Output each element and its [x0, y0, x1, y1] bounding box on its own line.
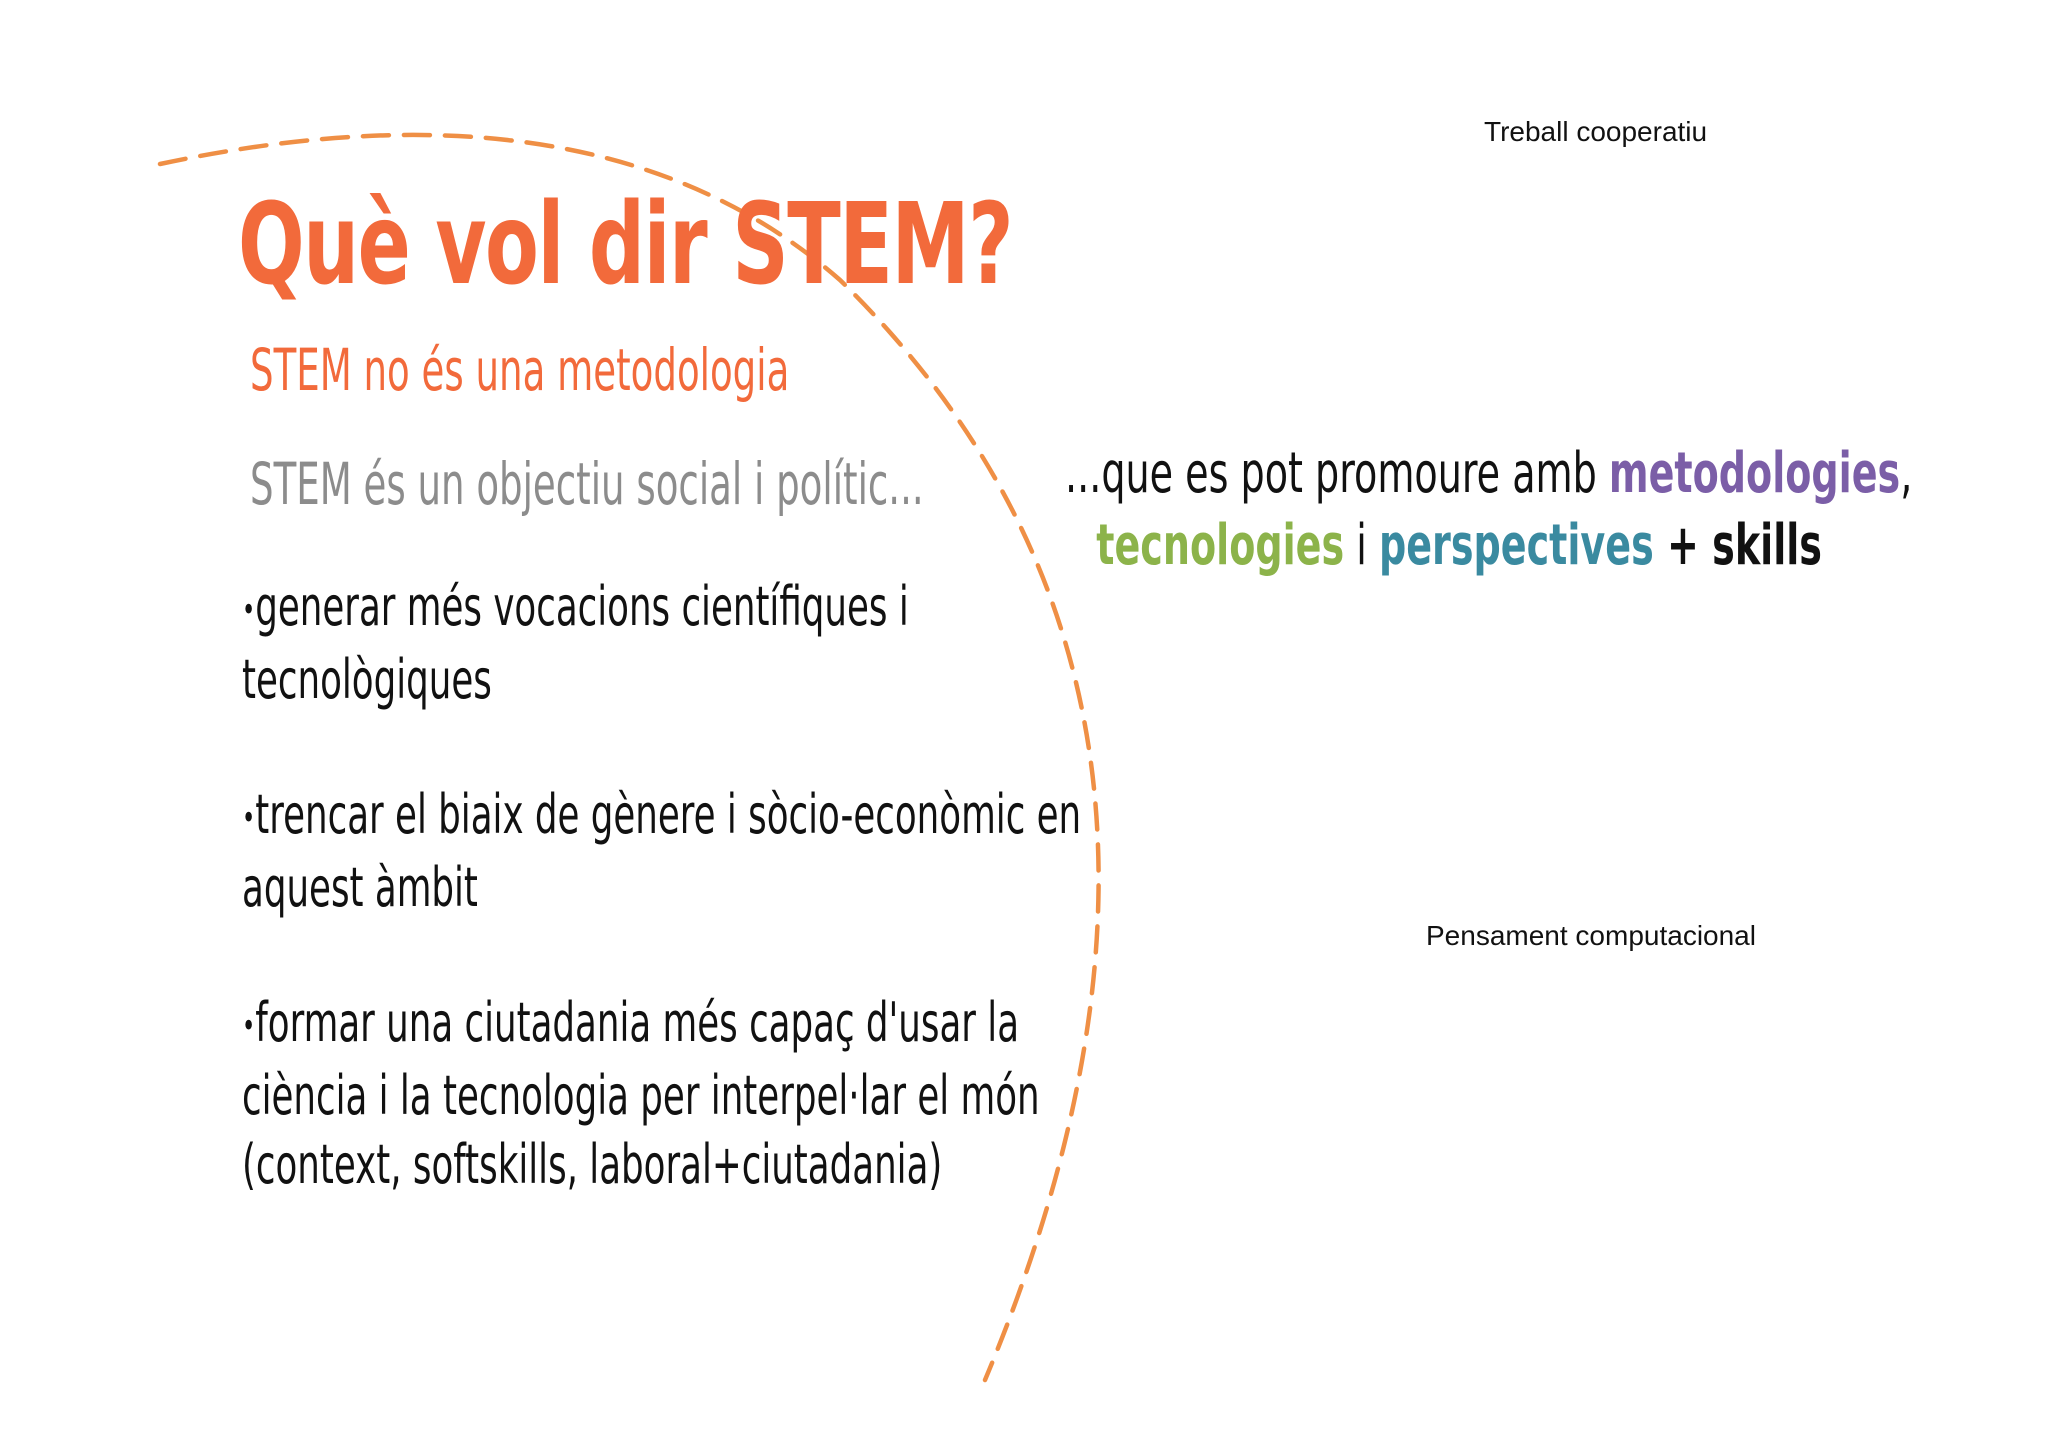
label-cooperative-work: Treball cooperatiu	[1484, 116, 1708, 147]
slide-title: Què vol dir STEM?	[238, 180, 1013, 310]
label-computational-thinking: Pensament computacional	[1426, 920, 1756, 951]
promote-plus: +	[1653, 513, 1713, 578]
promote-comma: ,	[1900, 441, 1913, 506]
bullet-marker: •	[242, 589, 256, 630]
bullet-line: aquest àmbit	[242, 855, 478, 919]
bullet-line: formar una ciutadania més capaç d'usar la	[255, 991, 1020, 1054]
promote-conjunction: i	[1344, 513, 1379, 578]
bullet-item-citizenship	[242, 988, 1040, 1199]
keyword-methodologies: metodologies	[1608, 441, 1901, 506]
bullet-marker: •	[242, 797, 256, 838]
bullet-marker: •	[242, 1005, 256, 1046]
keyword-perspectives: perspectives	[1378, 513, 1654, 578]
keyword-technologies: tecnologies	[1096, 513, 1345, 578]
bullet-item-gender-bias	[242, 780, 1081, 922]
bullet-line: ciència i la tecnologia per interpel·lar el món	[242, 1063, 1040, 1127]
promote-statement	[1065, 438, 1912, 582]
bullet-item-vocations	[242, 572, 909, 714]
keyword-skills: skills	[1712, 513, 1822, 578]
promote-prefix: ...que es pot promoure amb	[1065, 441, 1609, 506]
bullet-line: trencar el biaix de gènere i sòcio-econòmic en	[255, 783, 1082, 846]
bullet-line: (context, softskills, laboral+ciutadania)	[242, 1132, 943, 1196]
bullet-line: tecnològiques	[242, 647, 492, 711]
bullet-line: generar més vocacions científiques i	[255, 575, 909, 638]
slide-subtitle: STEM no és una metodologia	[250, 336, 790, 404]
objective-statement: STEM és un objectiu social i polític...	[250, 450, 924, 518]
